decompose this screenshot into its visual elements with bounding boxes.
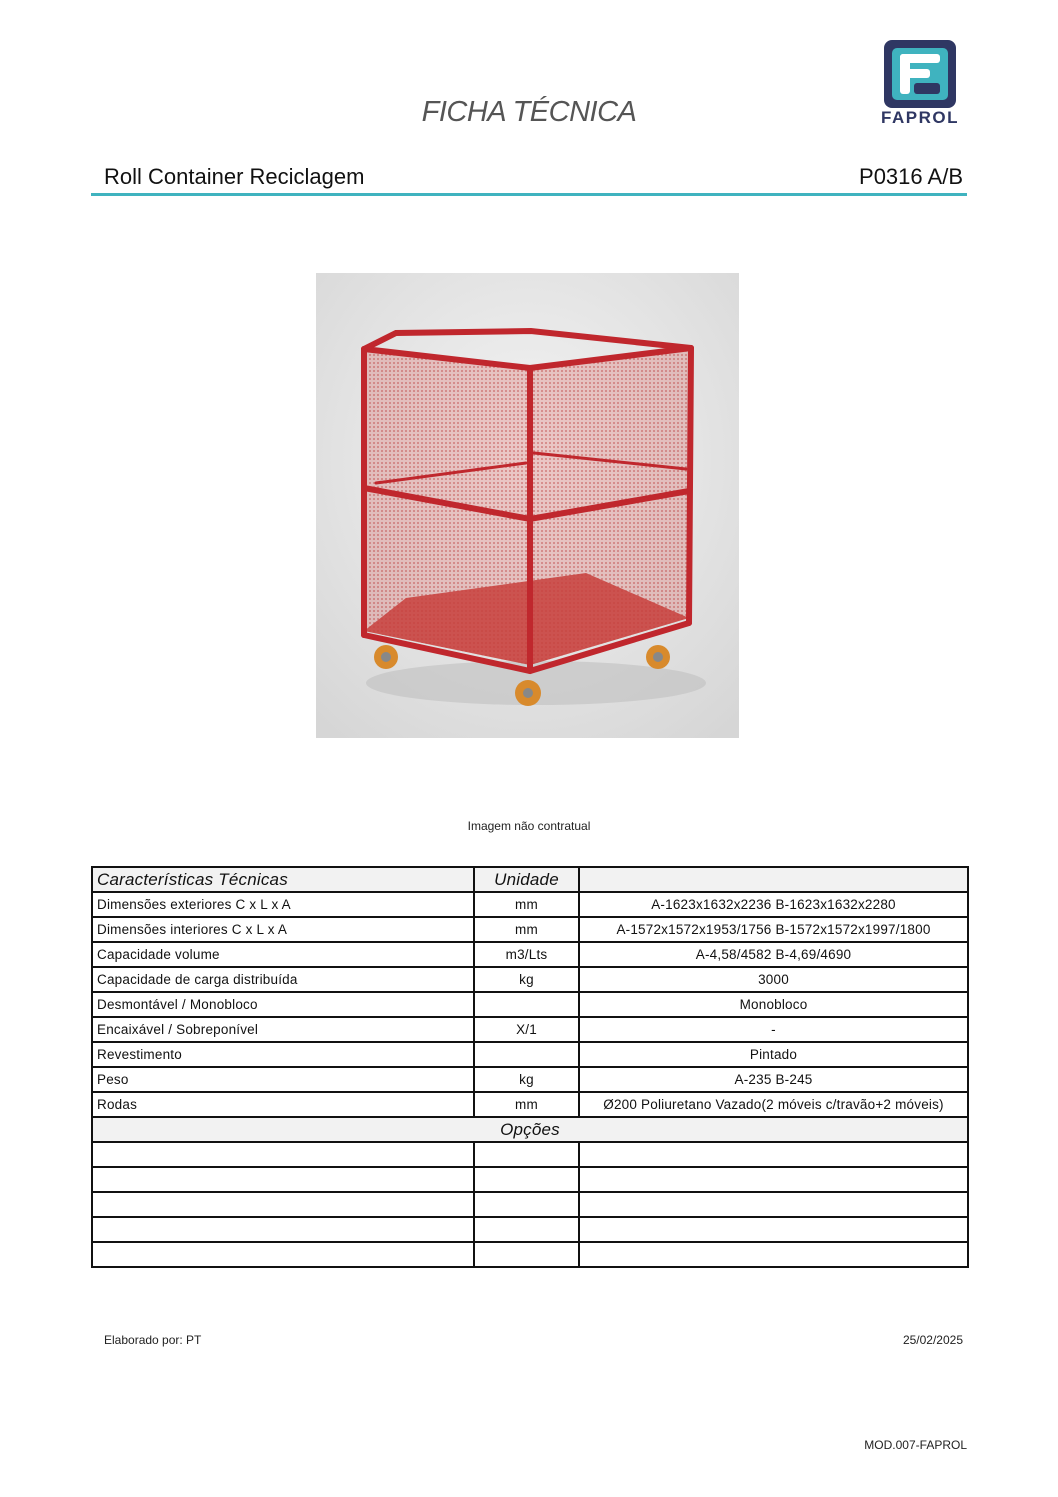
spec-table (91, 866, 969, 1268)
cell-value: Pintado (579, 1042, 968, 1067)
cell-value: 3000 (579, 967, 968, 992)
cell-characteristic (92, 1192, 474, 1217)
option-row (92, 1217, 968, 1242)
cell-unit (474, 1242, 579, 1267)
cell-characteristic (92, 1167, 474, 1192)
options-header-row (92, 1117, 968, 1142)
cell-characteristic: Dimensões interiores C x L x A (92, 917, 474, 942)
cell-characteristic (92, 1217, 474, 1242)
header-unit: Unidade (474, 867, 579, 892)
table-row (92, 967, 968, 992)
cell-unit: m3/Lts (474, 942, 579, 967)
cell-unit (474, 1217, 579, 1242)
cell-characteristic: Capacidade de carga distribuída (92, 967, 474, 992)
cell-unit: mm (474, 892, 579, 917)
cell-value (579, 1167, 968, 1192)
cell-value (579, 1217, 968, 1242)
model-code: MOD.007-FAPROL (864, 1438, 967, 1452)
cell-characteristic: Encaixável / Sobreponível (92, 1017, 474, 1042)
cell-value (579, 1192, 968, 1217)
table-row (92, 1067, 968, 1092)
option-row (92, 1192, 968, 1217)
cell-characteristic (92, 1242, 474, 1267)
option-row (92, 1142, 968, 1167)
cell-value: Monobloco (579, 992, 968, 1017)
options-label: Opções (92, 1117, 968, 1142)
image-caption: Imagem não contratual (467, 819, 591, 833)
cell-unit (474, 1042, 579, 1067)
cell-unit: mm (474, 1092, 579, 1117)
cell-unit (474, 1192, 579, 1217)
cell-unit: mm (474, 917, 579, 942)
cell-characteristic: Rodas (92, 1092, 474, 1117)
cell-unit (474, 992, 579, 1017)
table-row (92, 892, 968, 917)
cell-value: A-1572x1572x1953/1756 B-1572x1572x1997/1800 (579, 917, 968, 942)
header-divider (91, 193, 967, 196)
product-code: P0316 A/B (859, 164, 963, 189)
cell-characteristic: Peso (92, 1067, 474, 1092)
table-row (92, 942, 968, 967)
cell-characteristic: Revestimento (92, 1042, 474, 1067)
header-value (579, 867, 968, 892)
logo-text: FAPROL (881, 108, 959, 127)
cell-value: Ø200 Poliuretano Vazado(2 móveis c/travão+2 móveis) (579, 1092, 968, 1117)
cell-value: A-4,58/4582 B-4,69/4690 (579, 942, 968, 967)
cell-unit: kg (474, 967, 579, 992)
cell-characteristic: Desmontável / Monobloco (92, 992, 474, 1017)
header-characteristics: Características Técnicas (92, 867, 474, 892)
author: Elaborado por: PT (104, 1333, 202, 1347)
table-row (92, 1042, 968, 1067)
table-row (92, 1017, 968, 1042)
cell-characteristic: Capacidade volume (92, 942, 474, 967)
table-row (92, 917, 968, 942)
cell-characteristic (92, 1142, 474, 1167)
cell-unit (474, 1167, 579, 1192)
cell-value: A-1623x1632x2236 B-1623x1632x2280 (579, 892, 968, 917)
cell-value: A-235 B-245 (579, 1067, 968, 1092)
product-name: Roll Container Reciclagem (104, 164, 365, 189)
cell-unit (474, 1142, 579, 1167)
date: 25/02/2025 (902, 1333, 963, 1347)
option-row (92, 1242, 968, 1267)
cell-unit: X/1 (474, 1017, 579, 1042)
cell-value: - (579, 1017, 968, 1042)
page-title: FICHA TÉCNICA (421, 96, 637, 128)
option-row (92, 1167, 968, 1192)
table-row (92, 1092, 968, 1117)
cell-characteristic: Dimensões exteriores C x L x A (92, 892, 474, 917)
table-header-row (92, 867, 968, 892)
cell-unit: kg (474, 1067, 579, 1092)
table-row (92, 992, 968, 1017)
product-image (316, 273, 739, 738)
cell-value (579, 1142, 968, 1167)
cell-value (579, 1242, 968, 1267)
